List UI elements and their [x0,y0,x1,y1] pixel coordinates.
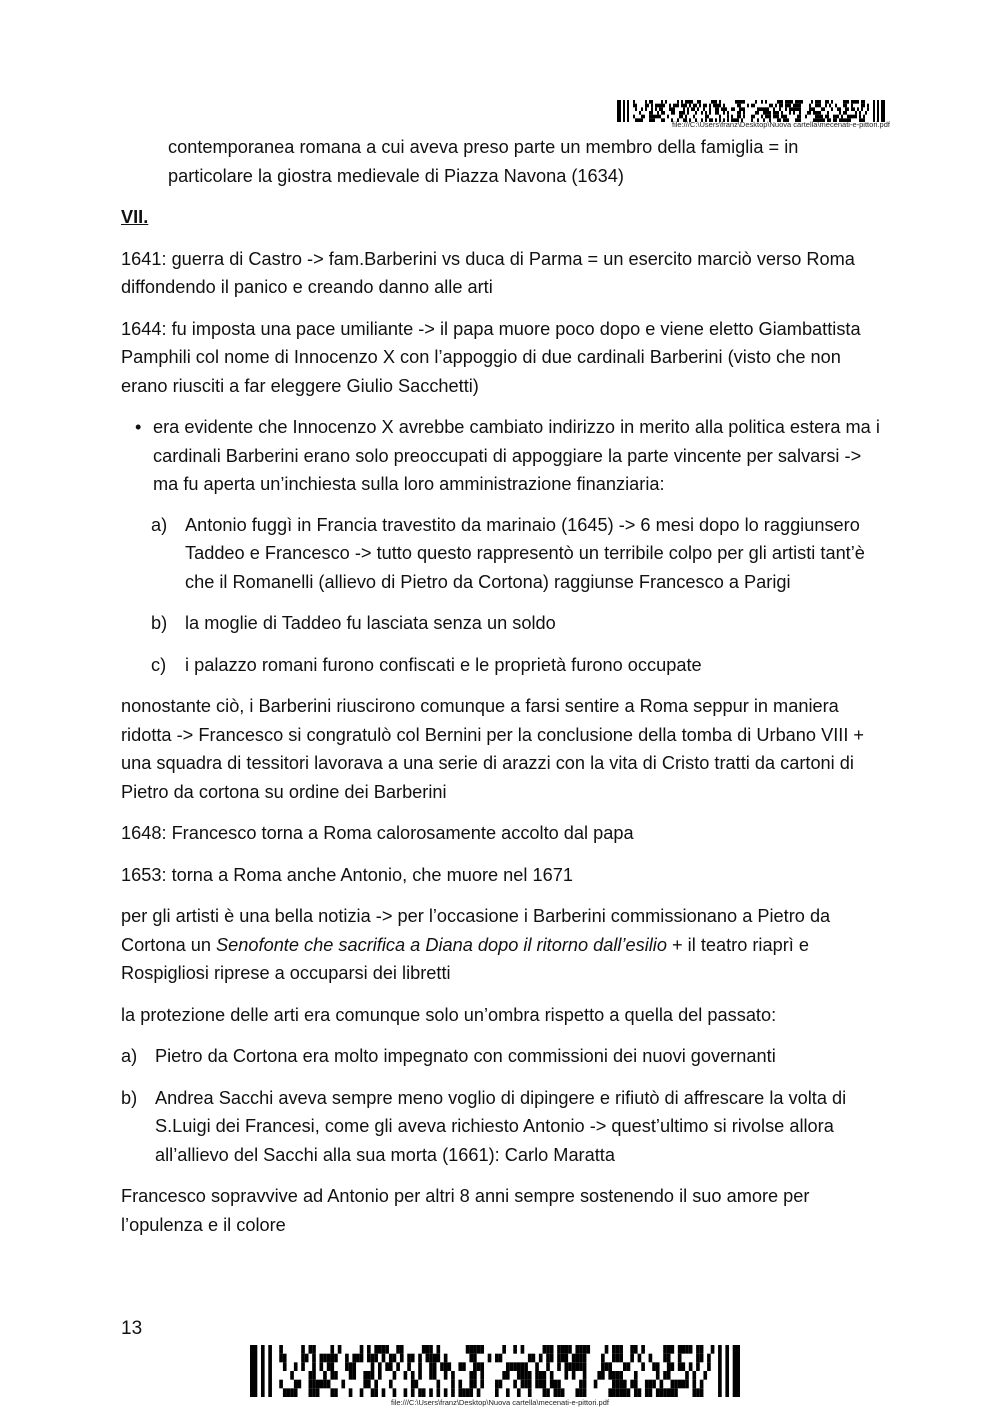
artisti-text-start: per gli artisti è una bella notizia -> per l’occasione i Barberini commissionano a Pietro da Cortona un [121,906,831,955]
list-item [121,1042,881,1071]
sub-list-marker: a) [151,514,168,535]
barcode-icon [250,1345,740,1397]
sub-list-item [151,651,881,680]
top-barcode [617,100,885,122]
list-text: Pietro da Cortona era molto impegnato con commissioni dei nuovi governanti [155,1046,776,1066]
paragraph-nonostante: nonostante ciò, i Barberini riuscirono comunque a farsi sentire a Roma seppur in maniera ridotta -> Francesco si congratulò col Bernini per la conclusione della tomba di Urbano VIII + una squadra di tessitori lavorava a una serie di arazzi con la vita di Cristo tratti da cartoni di Pietro da cortona su ordine dei Barberini [121,696,865,802]
header-file-path: file:///C:\Users\franz\Desktop\Nuova cartella\mecenati-e-pittori.pdf [671,120,890,129]
paragraph-1641: 1641: guerra di Castro -> fam.Barberini vs duca di Parma = un esercito marciò verso Roma diffondendo il panico e creando danno alle arti [121,248,855,297]
paragraph-artisti [121,902,881,988]
list-marker: a) [121,1046,138,1066]
artwork-title: Senofonte che sacrifica a Diana dopo il ritorno dall’esilio [216,934,667,955]
sub-list-marker: b) [151,613,168,633]
paragraph-1644: 1644: fu imposta una pace umiliante -> il papa muore poco dopo e viene eletto Giambattista Pamphili col nome di Innocenzo X con l’appoggio di due cardinali Barberini (visto che non erano riusciti a far eleggere Giulio Sacchetti) [121,318,861,396]
lettered-list [121,1042,881,1169]
section-heading: VII. [121,207,149,227]
bullet-marker: • [135,417,142,437]
bottom-barcode [250,1345,740,1397]
document-body [121,133,881,1252]
intro-continuation: contemporanea romana a cui aveva preso parte un membro della famiglia = in particolare la giostra medievale di Piazza Navona (1634) [168,137,799,186]
paragraph-1648: 1648: Francesco torna a Roma calorosamente accolto dal papa [121,823,634,843]
sub-list-item [151,511,881,597]
sub-list-item [151,609,881,638]
sub-list-marker: c) [151,654,167,675]
barcode-icon [617,100,885,122]
sub-list [121,511,881,680]
footer-file-path: file:///C:\Users\franz\Desktop\Nuova cartella\mecenati-e-pittori.pdf [390,1398,609,1407]
page-number: 13 [121,1318,143,1339]
bullet-item [121,413,881,499]
bullet-text: era evidente che Innocenzo X avrebbe cambiato indirizzo in merito alla politica estera ma i cardinali Barberini erano solo preoccupati di appoggiare la parte vincente per salvarsi -> ma fu aperta un’inchiesta sulla loro amministrazione finanziaria: [153,417,880,494]
artisti-text-end: + il teatro riaprì e Rospigliosi riprese a occuparsi dei libretti [121,934,809,983]
paragraph-final: Francesco sopravvive ad Antonio per altri 8 anni sempre sostenendo il suo amore per l’opulenza e il colore [121,1186,810,1235]
list-text: Andrea Sacchi aveva sempre meno voglio di dipingere e rifiutò di affrescare la volta di S.Luigi dei Francesi, come gli aveva richiesto Antonio -> quest’ultimo si rivolse allora all’allievo del Sacchi alla sua morta (1661): Carlo Maratta [155,1087,847,1165]
list-marker: b) [121,1087,138,1108]
sub-list-text: la moglie di Taddeo fu lasciata senza un soldo [185,613,556,633]
sub-list-text: i palazzo romani furono confiscati e le proprietà furono occupate [185,654,702,675]
sub-list-text: Antonio fuggì in Francia travestito da marinaio (1645) -> 6 mesi dopo lo raggiunsero Taddeo e Francesco -> tutto questo rappresentò un terribile colpo per gli artisti tant’è che il Romanelli (allievo di Pietro da Cortona) raggiunse Francesco a Parigi [185,514,865,592]
paragraph-protezione: la protezione delle arti era comunque solo un’ombra rispetto a quella del passato: [121,1004,777,1025]
list-item [121,1084,881,1170]
paragraph-1653: 1653: torna a Roma anche Antonio, che muore nel 1671 [121,864,573,885]
